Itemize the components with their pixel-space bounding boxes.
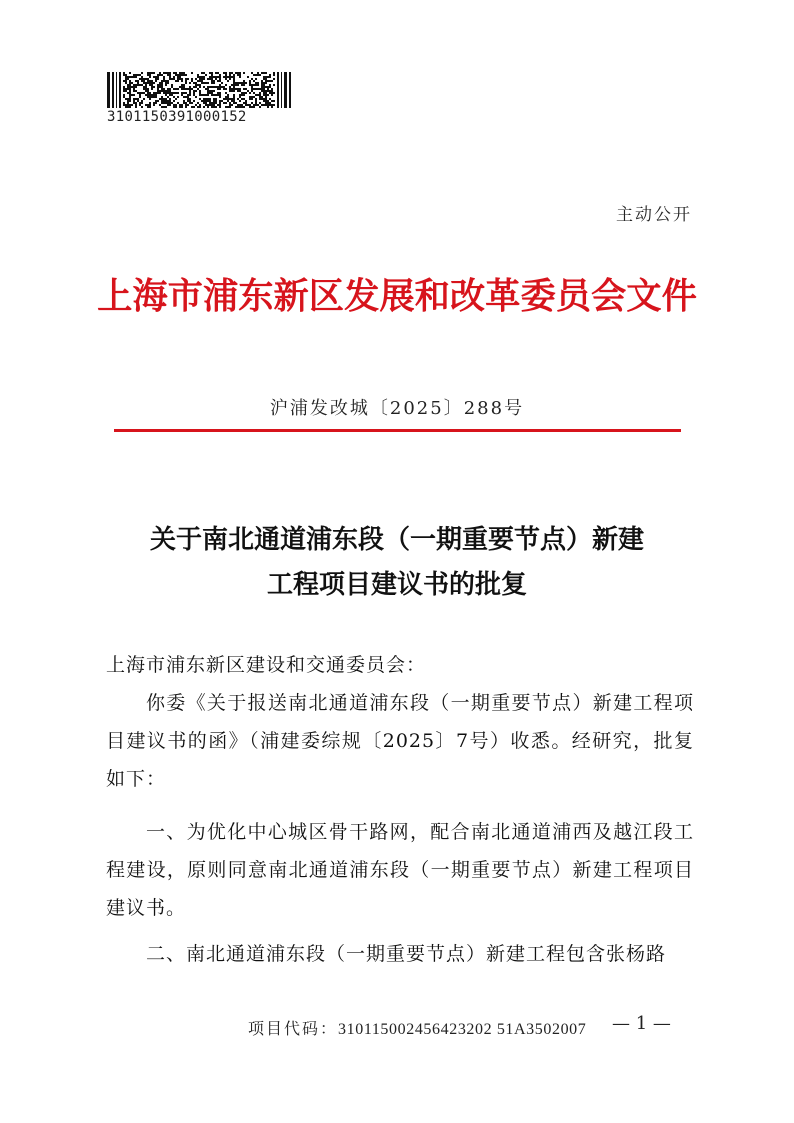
document-title-line-2: 工程项目建议书的批复 (266, 570, 527, 600)
body-paragraph: 二、南北通道浦东段（一期重要节点）新建工程包含张杨路 (146, 943, 667, 965)
document-title-line-1: 关于南北通道浦东段（一期重要节点）新建 (149, 525, 644, 555)
page-number: — 1 — (612, 1013, 671, 1034)
document-number: 沪浦发改城〔2025〕288号 (269, 398, 525, 419)
body-paragraph: 你委《关于报送南北通道浦东段（一期重要节点）新建工程项目建议书的函》（浦建委综规〔2025〕7号）收悉。经研究，批复如下： (106, 692, 694, 790)
project-code-label: 项目代码： (248, 1019, 339, 1038)
barcode-image (107, 72, 293, 108)
project-code-value: 310115002456423202 51A3502007 (338, 1021, 587, 1038)
body-paragraph: 一、为优化中心城区骨干路网，配合南北通道浦西及越江段工程建设，原则同意南北通道浦东段（一期重要节点）新建工程项目建议书。 (106, 821, 694, 919)
project-code (248, 1016, 586, 1039)
barcode-number: 3101150391000152 (107, 109, 247, 125)
document-header: 上海市浦东新区发展和改革委员会文件 (97, 275, 697, 317)
red-divider (114, 429, 681, 432)
disclosure-label: 主动公开 (616, 205, 692, 225)
addressee: 上海市浦东新区建设和交通委员会： (106, 654, 427, 676)
document-title (100, 518, 694, 608)
